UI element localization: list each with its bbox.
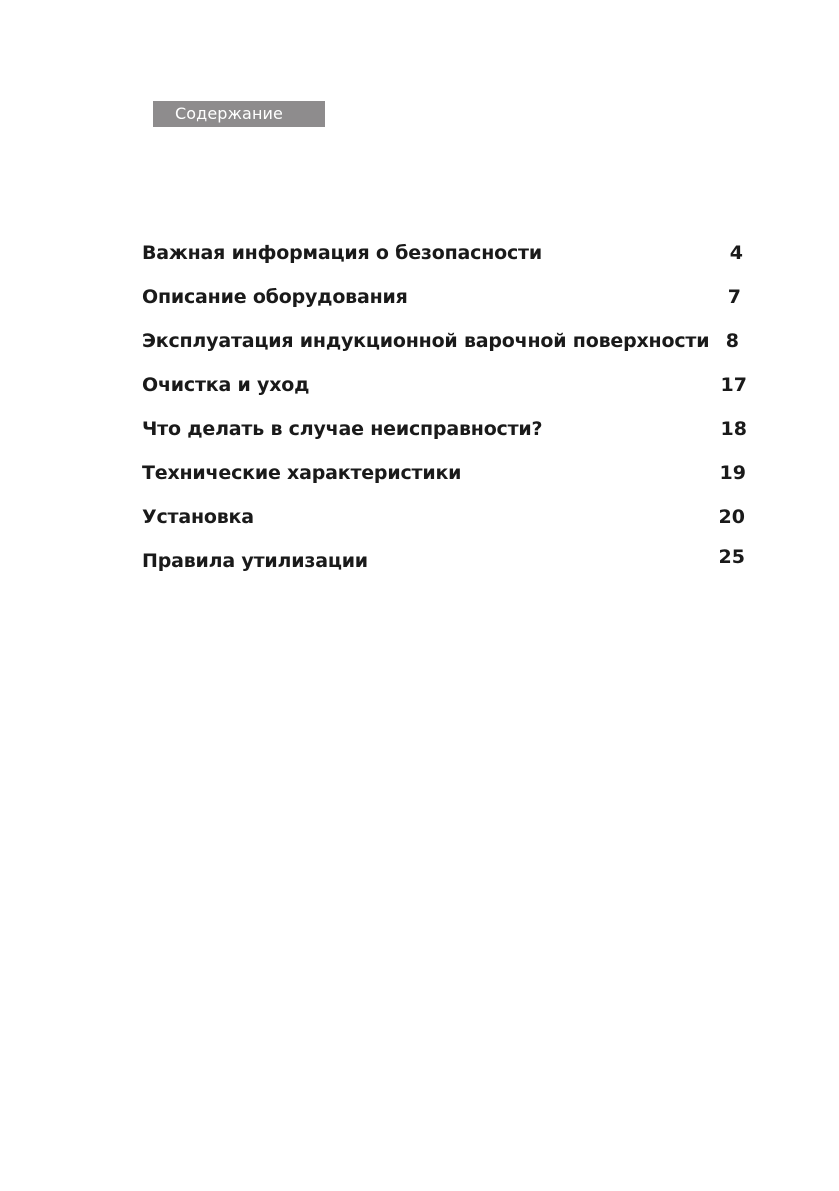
contents-header [153,101,325,127]
toc-entry-troubleshooting [142,412,747,456]
toc-entry-page: 20 [718,506,745,528]
toc-entry-equipment [142,280,747,324]
toc-entry-title: Эксплуатация индукционной варочной поверхности [142,330,710,352]
toc-entry-page: 18 [720,418,747,440]
toc-entry-specifications [142,456,747,500]
toc-entry-title: Правила утилизации [142,550,368,572]
toc-entry-page: 25 [718,546,745,568]
toc-entry-page: 8 [725,330,739,352]
toc-entry-title: Описание оборудования [142,286,408,308]
toc-entry-page: 7 [727,286,741,308]
toc-entry-disposal [142,544,747,588]
toc-entry-cleaning [142,368,747,412]
table-of-contents [142,236,747,588]
toc-entry-title: Установка [142,506,254,528]
contents-header-label: Содержание [175,104,283,123]
toc-entry-title: Очистка и уход [142,374,310,396]
toc-entry-operation [142,324,747,368]
toc-entry-page: 19 [719,462,746,484]
toc-entry-installation [142,500,747,544]
toc-entry-title: Что делать в случае неисправности? [142,418,543,440]
toc-entry-page: 4 [729,242,743,264]
toc-entry-title: Технические характеристики [142,462,462,484]
toc-entry-page: 17 [720,374,747,396]
toc-entry-title: Важная информация о безопасности [142,242,542,264]
toc-entry-safety [142,236,747,280]
